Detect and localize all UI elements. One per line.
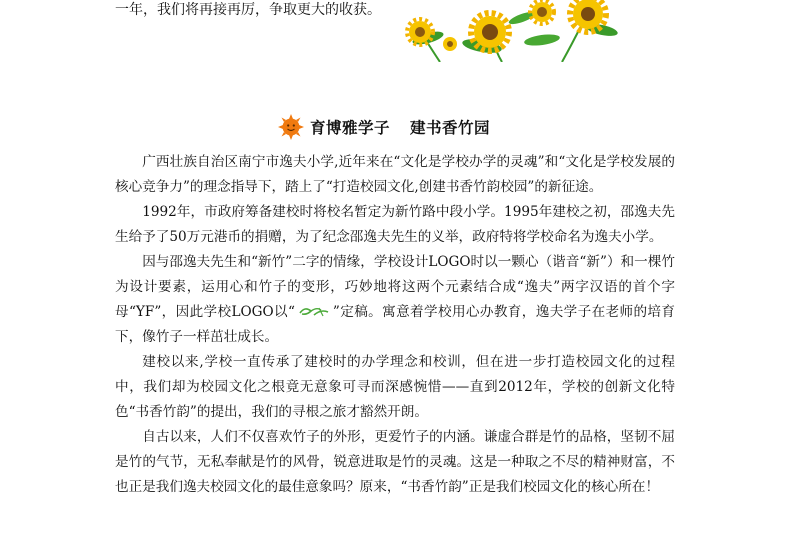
paragraph-5: 自古以来，人们不仅喜欢竹子的外形，更爱竹子的内涵。谦虚合群是竹的品格，坚韧不屈是竹的气节，无私奉献是竹的风骨，锐意进取是竹的灵魂。这是一种取之不尽的精神财富，不也正是我们逸夫校园文化的最佳意象吗？原来，“书香竹韵”正是我们校园文化的核心所在！ <box>115 429 675 495</box>
paragraph-1: 广西壮族自治区南宁市逸夫小学,近年来在“文化是学校办学的灵魂”和“文化是学校发展的核心竞争力”的理念指导下，踏上了“打造校园文化,创建书香竹韵校园”的新征途。 <box>115 154 675 195</box>
paragraph-3-text-b: ”定稿。寓意着学校用心办教育，逸夫学子在老师的培育下，像竹子一样茁壮成长。 <box>115 304 675 345</box>
sunflowers-illustration <box>392 0 652 62</box>
paragraph-3 <box>115 250 675 350</box>
article-body <box>115 150 675 500</box>
heading-part-1: 育博雅学子 <box>310 119 391 137</box>
previous-paragraph-ending: 一年，我们将再接再厉，争取更大的收获。 <box>115 2 381 18</box>
paragraph-3-text-a: 因与邵逸夫先生和“新竹”二字的情缘，学校设计LOGO时以一颗心（谐音“新”）和一棵竹为设计要素，运用心和竹子的变形，巧妙地将这两个元素结合成“逸夫”两字汉语的首个字母“YF”，因此学校LOGO以“ <box>115 254 675 320</box>
paragraph-2: 1992年，市政府筹备建校时将校名暂定为新竹路中段小学。1995年建校之初，邵逸夫先生给予了50万元港币的捐赠，为了纪念邵逸夫先生的义举，政府特将学校命名为逸夫小学。 <box>115 204 675 245</box>
paragraph-4: 建校以来,学校一直传承了建校时的办学理念和校训，但在进一步打造校园文化的过程中，我们却为校园文化之根竟无意象可寻而深感惋惜——直到2012年，学校的创新文化特色“书香竹韵”的提出，我们的寻根之旅才豁然开朗。 <box>115 354 675 420</box>
heading-part-2: 建书香竹园 <box>410 119 491 137</box>
sun-face-icon <box>278 114 304 140</box>
section-heading <box>278 114 490 140</box>
school-logo-yf-icon <box>297 304 331 318</box>
